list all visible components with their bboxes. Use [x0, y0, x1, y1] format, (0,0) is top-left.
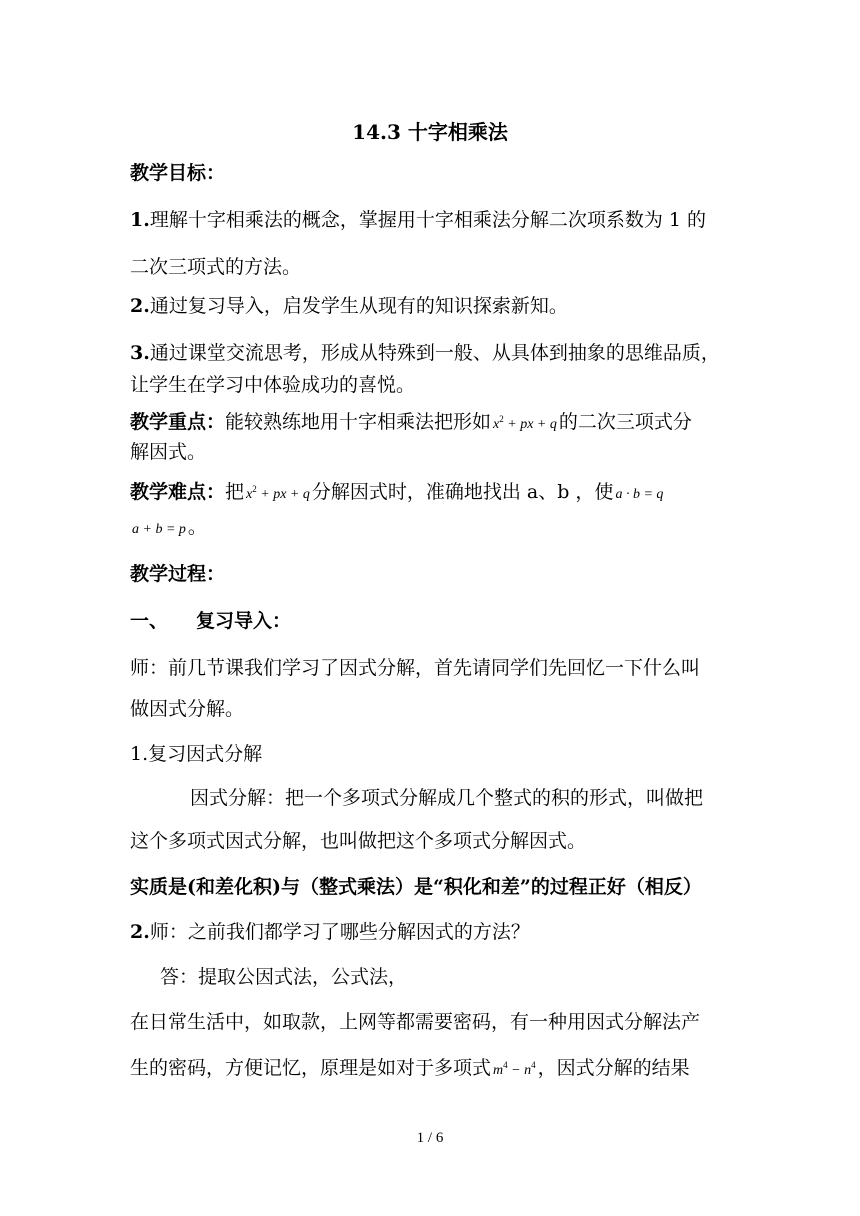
key-point-text-post: 的二次三项式分 — [558, 411, 692, 433]
paragraph-6: 答：提取公因式法，公式法， — [160, 966, 408, 988]
ab-equals-q: a · b = q — [615, 487, 664, 502]
paragraph-2: 1.复习因式分解 — [130, 743, 263, 765]
goal-3 — [130, 342, 720, 364]
paragraph-4: 实质是(和差化积)与（整式乘法）是“积化和差”的过程正好（相反） — [130, 876, 702, 898]
goal-2 — [130, 295, 568, 317]
key-point-formula: $x^2$ + px + q — [493, 414, 557, 432]
process-heading: 教学过程： — [130, 563, 226, 585]
paragraph-5-text: 师：之前我们都学习了哪些分解因式的方法？ — [149, 921, 530, 943]
page-title: 14.3 十字相乘法 — [352, 120, 508, 144]
goal-1-text-b: 二次三项式的方法。 — [130, 256, 302, 278]
goal-2-text: 通过复习导入，启发学生从现有的知识探索新知。 — [149, 295, 568, 317]
paragraph-3a: 因式分解：把一个多项式分解成几个整式的积的形式，叫做把 — [190, 787, 704, 809]
difficulty-line2: a + b = p 。 — [132, 516, 207, 538]
paragraph-1a: 师：前几节课我们学习了因式分解，首先请同学们先回忆一下什么叫 — [130, 657, 701, 679]
section-1-number: 一、 — [130, 610, 169, 632]
key-point-label: 教学重点： — [130, 411, 226, 433]
paragraph-5-number: 2. — [130, 921, 150, 943]
goal-2-number: 2. — [130, 295, 150, 317]
m4-minus-n4-formula: $m^4 - n^4$ — [493, 1060, 536, 1078]
goals-heading: 教学目标： — [130, 162, 226, 184]
paragraph-1b: 做因式分解。 — [130, 698, 245, 720]
goal-3-number: 3. — [130, 342, 150, 364]
difficulty-formula: $x^2$ + px + q — [246, 484, 310, 502]
a-plus-b-equals-p: a + b = p — [132, 522, 186, 537]
paragraph-3b: 这个多项式因式分解，也叫做把这个多项式分解因式。 — [130, 830, 587, 852]
goal-1-number: 1. — [130, 209, 150, 231]
key-point — [130, 408, 692, 436]
difficulty — [130, 478, 665, 506]
key-point-text: 能较熟练地用十字相乘法把形如 — [225, 411, 492, 433]
goal-1-text-a: 理解十字相乘法的概念，掌握用十字相乘法分解二次项系数为 1 的 — [149, 209, 707, 231]
goal-1 — [130, 209, 706, 231]
difficulty-text-pre: 把 — [225, 481, 245, 503]
section-1-heading — [130, 610, 291, 632]
paragraph-7a: 在日常生活中，如取款，上网等都需要密码，有一种用因式分解法产 — [130, 1011, 701, 1033]
page-number: 1 / 6 — [416, 1130, 444, 1146]
difficulty-label: 教学难点： — [130, 481, 226, 503]
section-1-title: 复习导入： — [196, 610, 292, 632]
key-point-line2: 解因式。 — [130, 441, 207, 463]
goal-3-text-b: 让学生在学习中体验成功的喜悦。 — [130, 374, 416, 396]
paragraph-5 — [130, 921, 530, 943]
paragraph-7b: 生的密码，方便记忆，原理是如对于多项式 $m^4 - n^4$ ，因式分解的结果 — [130, 1057, 690, 1079]
goal-3-text-a: 通过课堂交流思考，形成从特殊到一般、从具体到抽象的思维品质， — [149, 342, 720, 364]
difficulty-text-mid: 分解因式时，准确地找出 a、b ，使 — [311, 481, 614, 503]
